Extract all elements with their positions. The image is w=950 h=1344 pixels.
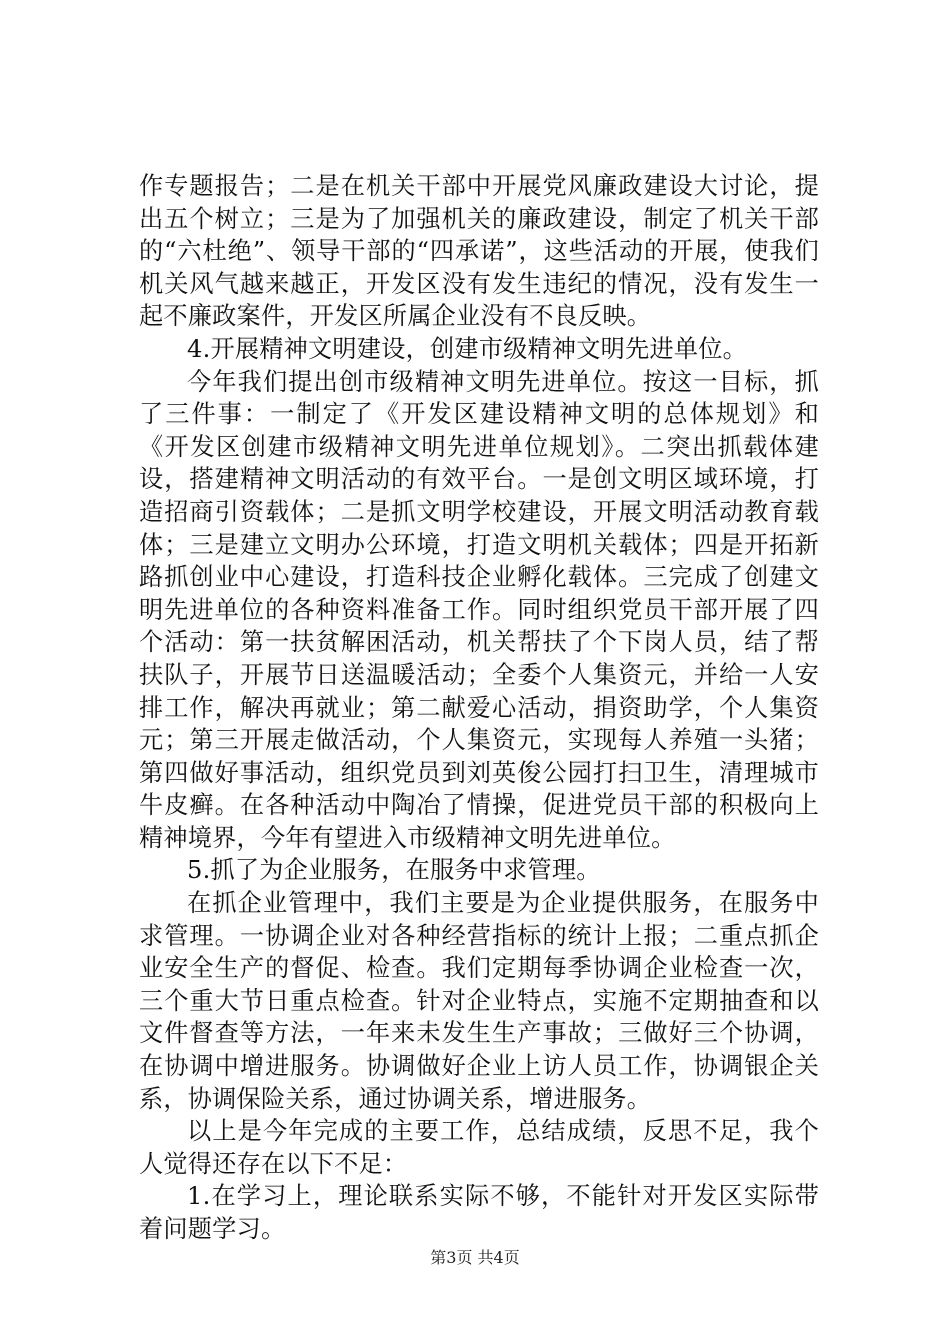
page-footer: 第3页 共4页 xyxy=(430,1248,520,1267)
paragraph-4-heading: 5.抓了为企业服务，在服务中求管理。 xyxy=(187,856,601,885)
paragraph-2-heading: 4.开展精神文明建设，创建市级精神文明先进单位。 xyxy=(187,334,748,363)
paragraph-5: 在抓企业管理中，我们主要是为企业提供服务，在服务中求管理。一协调企业对各种经营指标的统计上报；二重点抓企业安全生产的督促、检查。我们定期每季协调企业检查一次，三个重大节日重点检查。针对企业特点，实施不定期抽查和以文件督查等方法，一年来未发生生产事故；三做好三个协调，在协调中增进服务。协调做好企业上访人员工作，协调银企关系，协调保险关系，通过协调关系，增进服务。 xyxy=(139,889,819,1113)
paragraph-1: 作专题报告；二是在机关干部中开展党风廉政建设大讨论，提出五个树立；三是为了加强机关的廉政建设，制定了机关干部的“六杜绝”、领导干部的“四承诺”，这些活动的开展，使我们机关风气越来越正，开发区没有发生违纪的情况，没有发生一起不廉政案件，开发区所属企业没有不良反映。 xyxy=(139,172,819,331)
paragraph-3: 今年我们提出创市级精神文明先进单位。按这一目标，抓了三件事：一制定了《开发区建设精神文明的总体规划》和《开发区创建市级精神文明先进单位规划》。二突出抓载体建设，搭建精神文明活动的有效平台。一是创文明区域环境，打造招商引资载体；二是抓文明学校建设，开展文明活动教育载体；三是建立文明办公环境，打造文明机关载体；四是开拓新路抓创业中心建设，打造科技企业孵化载体。三完成了创建文明先进单位的各种资料准备工作。同时组织党员干部开展了四个活动：第一扶贫解困活动，机关帮扶了个下岗人员，结了帮扶队子，开展节日送温暖活动；全委个人集资元，并给一人安排工作，解决再就业；第二献爱心活动，捐资助学，个人集资元；第三开展走做活动，个人集资元，实现每人养殖一头猪；第四做好事活动，组织党员到刘英俊公园打扫卫生，清理城市牛皮癣。在各种活动中陶冶了情操，促进党员干部的积极向上精神境界，今年有望进入市级精神文明先进单位。 xyxy=(139,367,819,852)
document-body xyxy=(139,170,819,1246)
paragraph-7: 1.在学习上，理论联系实际不够，不能针对开发区实际带着问题学习。 xyxy=(139,1182,819,1243)
paragraph-6: 以上是今年完成的主要工作，总结成绩，反思不足，我个人觉得还存在以下不足： xyxy=(139,1117,819,1178)
